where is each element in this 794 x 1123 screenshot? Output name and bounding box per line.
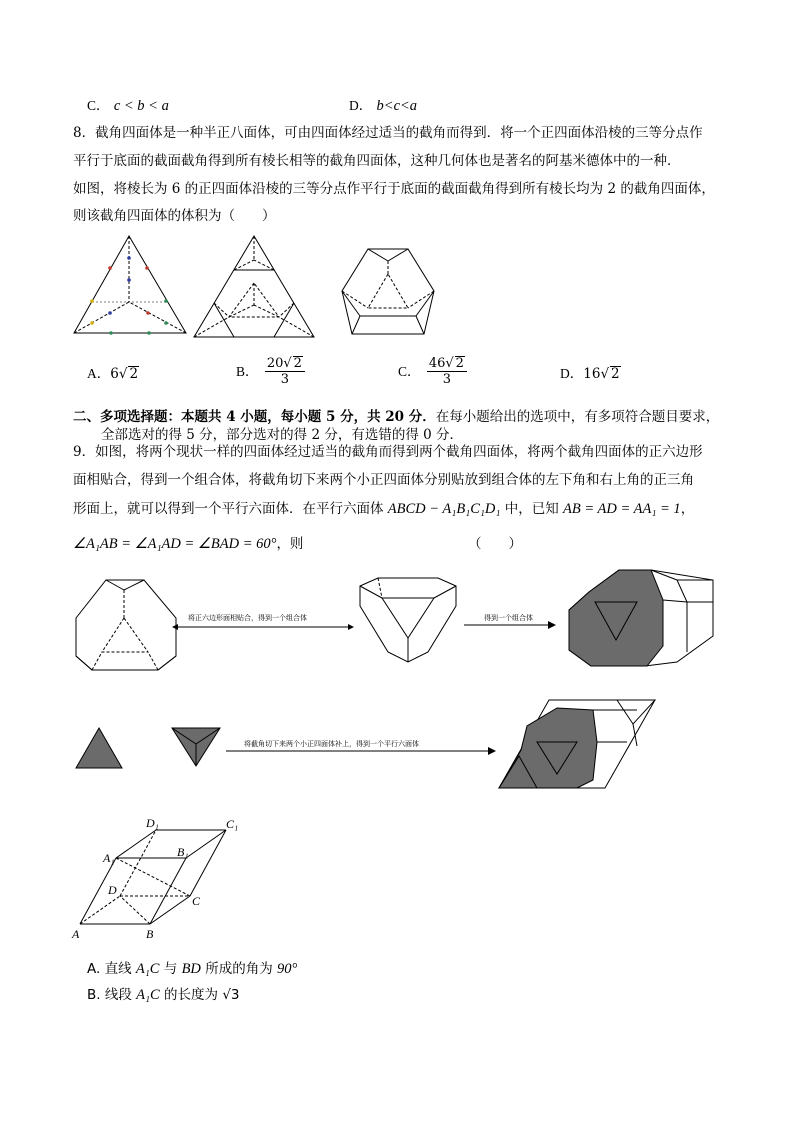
math-span: A₁C [135, 961, 160, 977]
q9-answer-paren: （ ） [468, 536, 522, 552]
section-instructions: 在每小题给出的选项中，有多项符合题目要求， [435, 409, 720, 425]
math-span: ∠A₁AB = ∠A₁AD = ∠BAD = 60° [73, 536, 277, 552]
q8-option-a [87, 365, 139, 383]
q9-parallelepiped-diagram [70, 814, 250, 944]
q9-flipped-truncated-tetrahedron [358, 576, 458, 664]
q9-arrow-3-label: 将截角切下来两个小正四面体补上，得到一个平行六面体 [244, 740, 419, 748]
section2-line-2: 全部选对的得 5 分，部分选对的得 2 分，有选错的得 0 分． [101, 427, 464, 443]
text-span: 与 [159, 961, 182, 977]
q9-parallelepiped-solid [497, 696, 659, 792]
option-label: C． [87, 98, 110, 113]
option-text: b<c<a [376, 98, 418, 114]
vertex-label-c1: C₁ [226, 817, 239, 831]
math-span: 90° [277, 961, 298, 977]
option-label: C． [398, 364, 421, 379]
vertex-label-a: A [72, 927, 80, 941]
q8-line-4: 则该截角四面体的体积为（ ） [73, 208, 276, 224]
text-span: ， [680, 501, 695, 517]
option-label: B． [236, 364, 259, 379]
text-span: 直线 [104, 961, 136, 977]
option-coefficient: 6 [110, 366, 119, 382]
denominator: 3 [442, 372, 452, 387]
radicand: 2 [455, 356, 464, 371]
option-text: c < b < a [113, 98, 169, 114]
option-label: A. [87, 961, 101, 977]
option-label: D． [560, 366, 584, 381]
vertex-label-d1: D₁ [146, 816, 159, 830]
q9-arrow-2-label: 得到一个组合体 [484, 614, 533, 622]
option-coefficient: 16 [583, 366, 601, 382]
q8-figure-truncated-tetrahedron [338, 246, 438, 341]
q8-figure-tetrahedron-dots [70, 233, 190, 338]
q9-truncated-tetrahedron [72, 578, 180, 674]
vertex-label-a1: A₁ [103, 851, 115, 865]
text-span: ，则 [276, 536, 304, 552]
q8-option-b [236, 356, 307, 387]
q8-option-d [560, 365, 621, 383]
vertex-label-c: C [192, 894, 201, 908]
sqrt-symbol: √ [283, 356, 292, 371]
q8-line-3: 如图，将棱长为 6 的正四面体沿棱的三等分点作平行于底面的截面截角得到所有棱长均为 2 的截角四面体， [73, 181, 715, 197]
q8-line-2: 平行于底面的截面截角得到所有棱长相等的截角四面体，这种几何体也是著名的阿基米德体中的一种． [73, 153, 681, 169]
math-span: AB = AD = AA₁ = 1 [563, 501, 681, 517]
text-span: 的长度为 [159, 987, 223, 1003]
option-label: B. [87, 987, 101, 1003]
denominator: 3 [280, 372, 290, 387]
q9-arrow-1-label: 将正六边形面相贴合，得到一个组合体 [188, 614, 307, 622]
fraction [265, 356, 305, 387]
text-span: 中，已知 [500, 501, 564, 517]
option-label: A． [87, 366, 111, 381]
math-span: ABCD − A₁B₁C₁D₁ [387, 501, 501, 517]
text-span: 所成的角为 [200, 961, 277, 977]
section2-line-1 [73, 408, 719, 426]
q9-line-4 [73, 535, 303, 553]
section-heading: 二、多项选择题：本题共 4 小题，每小题 5 分，共 20 分． [73, 409, 436, 425]
vertex-label-d: D [108, 883, 117, 897]
radicand: 2 [611, 366, 620, 382]
vertex-label-b: B [146, 927, 154, 941]
sqrt-symbol: √ [118, 366, 128, 382]
sqrt-symbol: √ [445, 356, 454, 371]
text-span: 线段 [104, 987, 137, 1003]
q9-option-b [87, 986, 240, 1004]
q9-option-a [87, 960, 297, 978]
q9-line-3 [73, 500, 694, 518]
q7-option-d [349, 97, 417, 115]
radicand: 2 [129, 366, 139, 382]
q8-option-c [398, 356, 469, 387]
q9-small-tetrahedron-2 [170, 726, 222, 768]
sqrt-symbol: √ [600, 366, 610, 382]
text-span: 形面上，就可以得到一个平行六面体．在平行六面体 [73, 501, 388, 517]
q9-line-2: 面相贴合，得到一个组合体，将截角切下来两个小正四面体分别贴放到组合体的左下角和右上角的正三角 [73, 472, 694, 488]
numerator: 20 [266, 356, 284, 371]
option-label: D． [349, 98, 373, 113]
numerator: 46 [428, 356, 446, 371]
math-span: BD [181, 961, 201, 977]
q9-combined-solid [567, 566, 715, 670]
q9-line-1: 9．如图，将两个现状一样的四面体经过适当的截角而得到两个截角四面体，将两个截角四面体的正六边形 [73, 444, 703, 460]
q9-small-tetrahedron-1 [74, 726, 124, 770]
radicand: 2 [293, 356, 302, 371]
q7-option-c [87, 97, 169, 115]
math-span: A₁C [136, 987, 160, 1003]
q8-figure-truncation [192, 233, 318, 341]
fraction [427, 356, 467, 387]
q8-line-1: 8．截角四面体是一种半正八面体，可由四面体经过适当的截角而得到．将一个正四面体沿棱的三等分点作 [73, 125, 703, 141]
math-span: √3 [222, 987, 240, 1003]
vertex-label-b1: B₁ [177, 845, 189, 859]
